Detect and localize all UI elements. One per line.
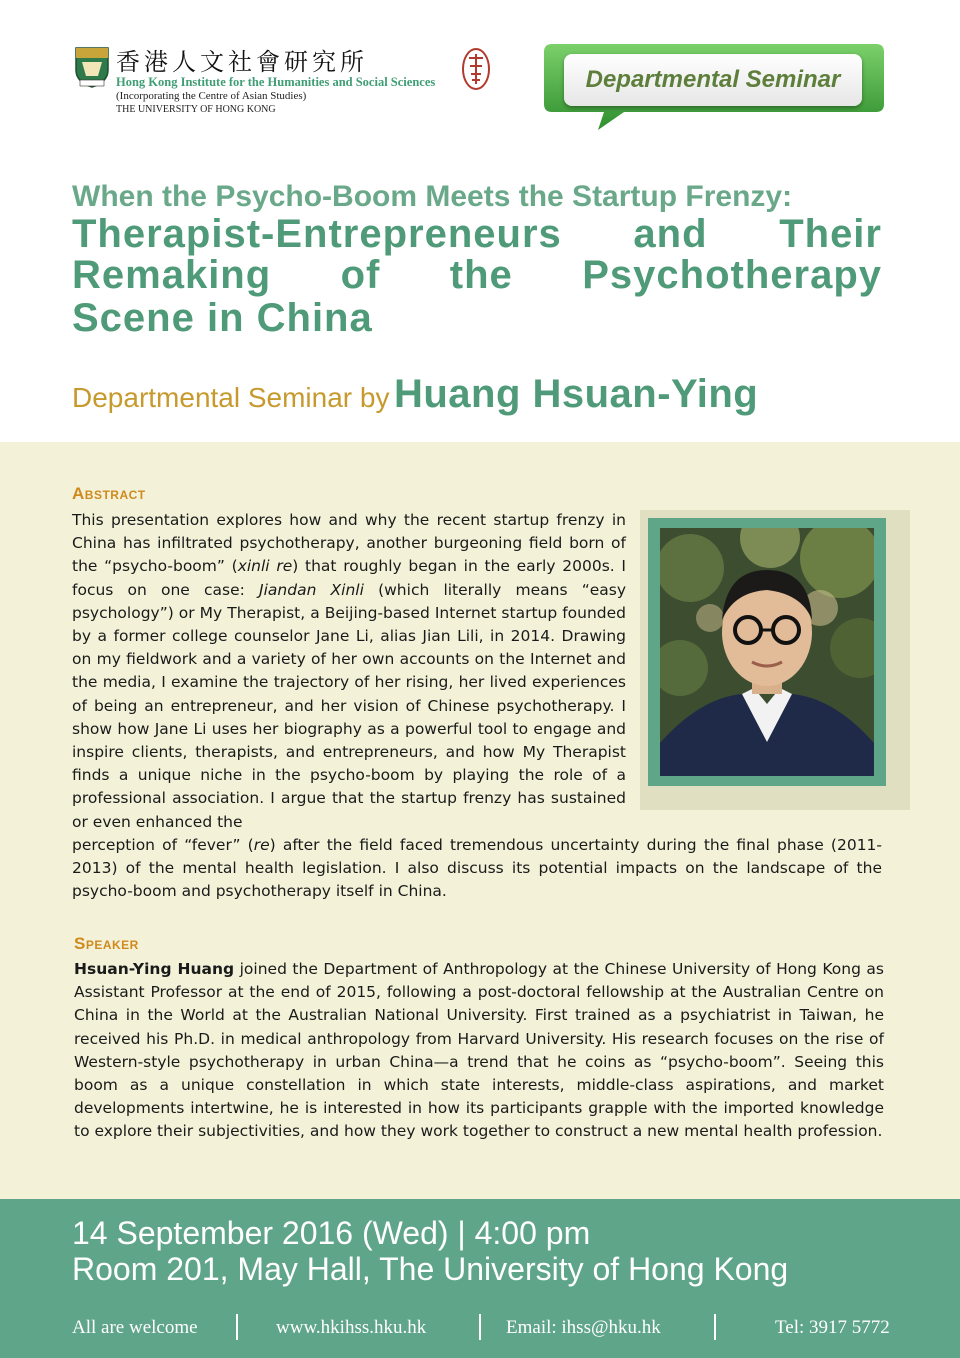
title-line-2: Therapist-Entrepreneurs and Their Remaking of the Psychotherapy xyxy=(72,212,882,297)
university-name: THE UNIVERSITY OF HONG KONG xyxy=(116,104,276,115)
hku-crest-icon xyxy=(74,46,110,88)
abstract-text: This presentation explores how and why the recent startup frenzy in China has infiltrated psychotherapy, another burgeoning field born of the “psycho-boom” (xinli re) that roughly began in the early 2000s. I focus on one case: Jiandan Xinli (which literally means “easy psychology”) or My Therapist, a Beijing-based Internet startup founded by a former college counselor Jane Li, alias Jian Lili, in 2014. Drawing on my fieldwork and a variety of her own accounts on the Internet and the media, I examine the trajectory of her rising, her lived experiences of being an entrepreneur, and her vision of Chinese psychotherapy. I show how Jane Li uses her biography as a powerful tool to engage and inspire clients, therapists, and entrepreneurs, and how My Therapist finds a unique niche in the psycho-boom by playing the role of a professional association. I argue that the startup frenzy has sustained or even enhanced the xyxy=(72,511,627,831)
speaker-bio: Hsuan-Ying Huang joined the Department of Anthropology at the Chinese University of Hong Kong as Assistant Professor at the end of 2015, following a post-doctoral fellowship at the Australian Centre on China in the World at the Australian National University. First trained as a psychiatrist in Taiwan, he received his Ph.D. in medical anthropology from Harvard University. His research focuses on the rise of Western-style psychotherapy in urban China—a trend that he coins as “psycho-boom”. Seeing this boom as a unique constellation in which state interests, middle-class aspirations, and market developments intertwine, he is interested in how its participants grapple with the imported knowledge to explore their subjectivities, and how they work together to construct a new mental health profession. xyxy=(74,960,885,1141)
seal-icon xyxy=(460,46,492,92)
title-line-3: Scene in China xyxy=(72,296,373,340)
email-link[interactable]: Email: ihss@hku.hk xyxy=(506,1317,661,1338)
website-link[interactable]: www.hkihss.hku.hk xyxy=(276,1317,427,1338)
byline xyxy=(72,372,758,417)
event-date-time: 14 September 2016 (Wed) | 4:00 pm xyxy=(72,1215,591,1251)
speaker-photo xyxy=(660,528,874,776)
abstract-text-continued: perception of “fever” (re) after the field faced tremendous uncertainty during the final phase (2011-2013) of the mental health legislation. I also discuss its potential impacts on the landscape of the psycho-boom and psychotherapy itself in China. xyxy=(72,836,883,901)
speaker-name-heading: Huang Hsuan-Ying xyxy=(393,372,759,416)
title-line-1: When the Psycho-Boom Meets the Startup Frenzy: xyxy=(72,180,793,213)
speaker-heading: Speaker xyxy=(74,934,139,953)
institute-english-name: Hong Kong Institute for the Humanities and Social Sciences xyxy=(116,75,436,89)
event-venue: Room 201, May Hall, The University of Hong Kong xyxy=(72,1251,789,1287)
departmental-seminar-badge: Departmental Seminar xyxy=(564,54,862,106)
footer-divider xyxy=(236,1314,238,1340)
footer-divider xyxy=(714,1314,716,1340)
telephone-number: Tel: 3917 5772 xyxy=(775,1317,890,1338)
byline-prefix: Departmental Seminar by xyxy=(72,382,390,413)
welcome-text: All are welcome xyxy=(72,1317,198,1338)
institute-chinese-name: 香港人文社會研究所 xyxy=(116,48,368,76)
speaker-bio-name: Hsuan-Ying Huang xyxy=(74,960,235,978)
abstract-heading: Abstract xyxy=(72,484,146,503)
institute-subtitle: (Incorporating the Centre of Asian Studies) xyxy=(116,90,307,102)
footer-divider xyxy=(479,1314,481,1340)
